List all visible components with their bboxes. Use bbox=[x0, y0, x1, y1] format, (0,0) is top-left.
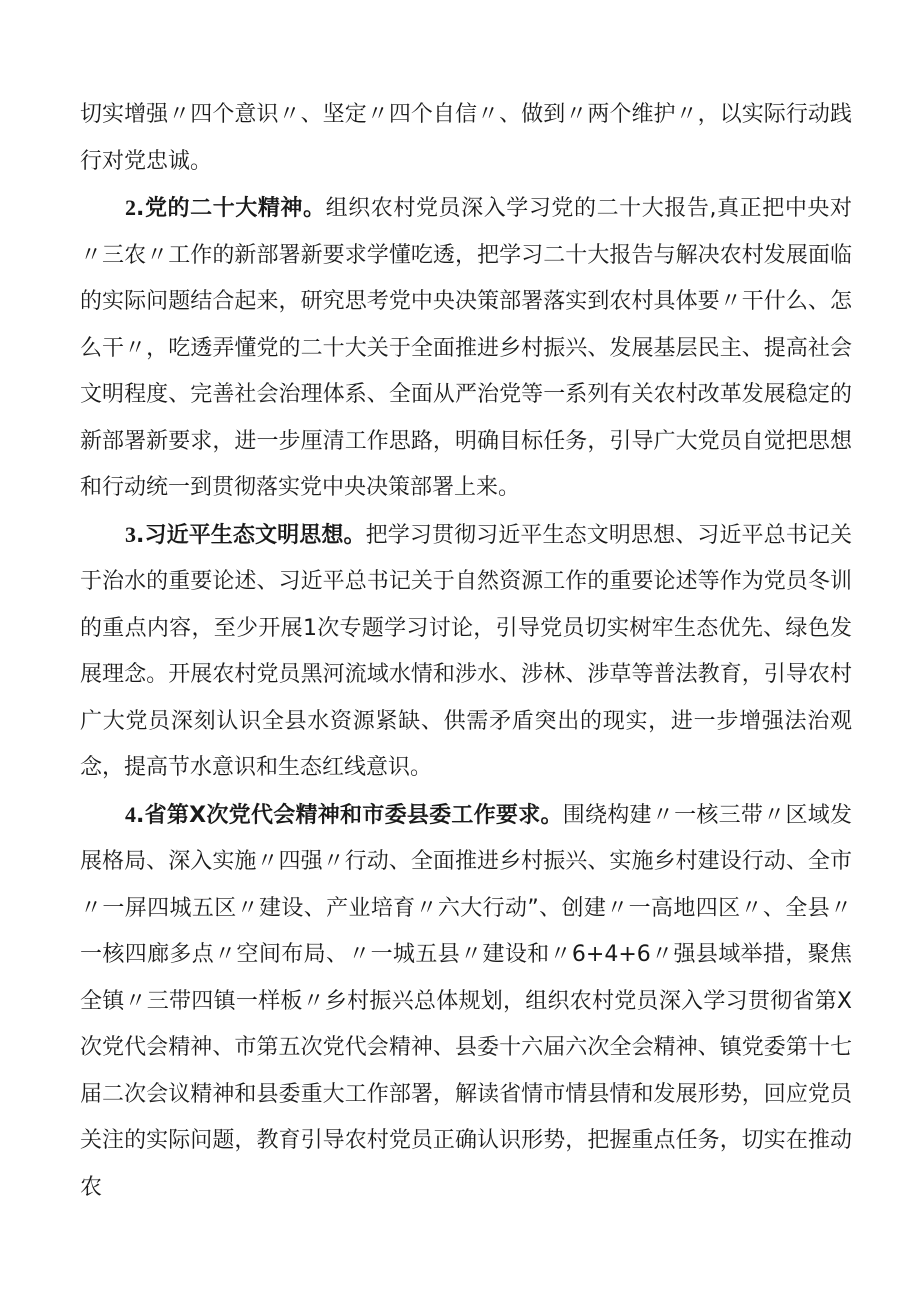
section-heading: .党的二十大精神。 bbox=[136, 196, 326, 221]
document-page bbox=[80, 92, 852, 1211]
section-heading: .省第X次党代会精神和市委县委工作要求。 bbox=[136, 802, 563, 828]
paragraph-continuation bbox=[80, 92, 852, 185]
paragraph-body: 组织农村党员深入学习党的二十大报告,真正把中央对〃三农〃工作的新部署新要求学懂吃透，把学习二十大报告与解决农村发展面临的实际问题结合起来，研究思考党中央决策部署落实到农村具体要〃干什么、怎么干〃，吃透弄懂党的二十大关于全面推进乡村振兴、发展基层民主、提高社会文明程度、完善社会治理体系、全面从严治党等一系列有关农村改革发展稳定的新部署新要求，进一步厘清工作思路，明确目标任务，引导广大党员自觉把思想和行动统一到贯彻落实党中央决策部署上来。 bbox=[80, 196, 853, 500]
section-number: 3 bbox=[125, 521, 136, 547]
section-number: 4 bbox=[125, 801, 136, 827]
section-number: 2 bbox=[125, 195, 136, 220]
paragraph-body: 切实增强〃四个意识〃、坚定〃四个自信〃、做到〃两个维护〃，以实际行动践行对党忠诚。 bbox=[80, 102, 852, 174]
paragraph-section-4 bbox=[80, 792, 852, 1212]
paragraph-section-3 bbox=[80, 512, 852, 792]
paragraph-body: 围绕构建〃一核三带〃区域发展格局、深入实施〃四强〃行动、全面推进乡村振兴、实施乡村建设行动、全市〃一屏四城五区〃建设、产业培育〃六大行动”、创建〃一高地四区〃、全县〃一核四廊多点〃空间布局、〃一城五县〃建设和〃6+4+6〃强县域举措，聚焦全镇〃三带四镇一样板〃乡村振兴总体规划，组织农村党员深入学习贯彻省第X次党代会精神、市第五次党代会精神、县委十六届六次全会精神、镇党委第十七届二次会议精神和县委重大工作部署，解读省情市情县情和发展形势，回应党员关注的实际问题，教育引导农村党员正确认识形势，把握重点任务，切实在推动农 bbox=[80, 802, 852, 1200]
paragraph-body: 把学习贯彻习近平生态文明思想、习近平总书记关于治水的重要论述、习近平总书记关于自然资源工作的重要论述等作为党员冬训的重点内容，至少开展1次专题学习讨论，引导党员切实树牢生态优先、绿色发展理念。开展农村党员黑河流域水情和涉水、涉林、涉草等普法教育，引导农村广大党员深刻认识全县水资源紧缺、供需矛盾突出的现实，进一步增强法治观念，提高节水意识和生态红线意识。 bbox=[80, 522, 852, 780]
paragraph-section-2 bbox=[80, 185, 852, 512]
section-heading: .习近平生态文明思想。 bbox=[136, 522, 366, 548]
